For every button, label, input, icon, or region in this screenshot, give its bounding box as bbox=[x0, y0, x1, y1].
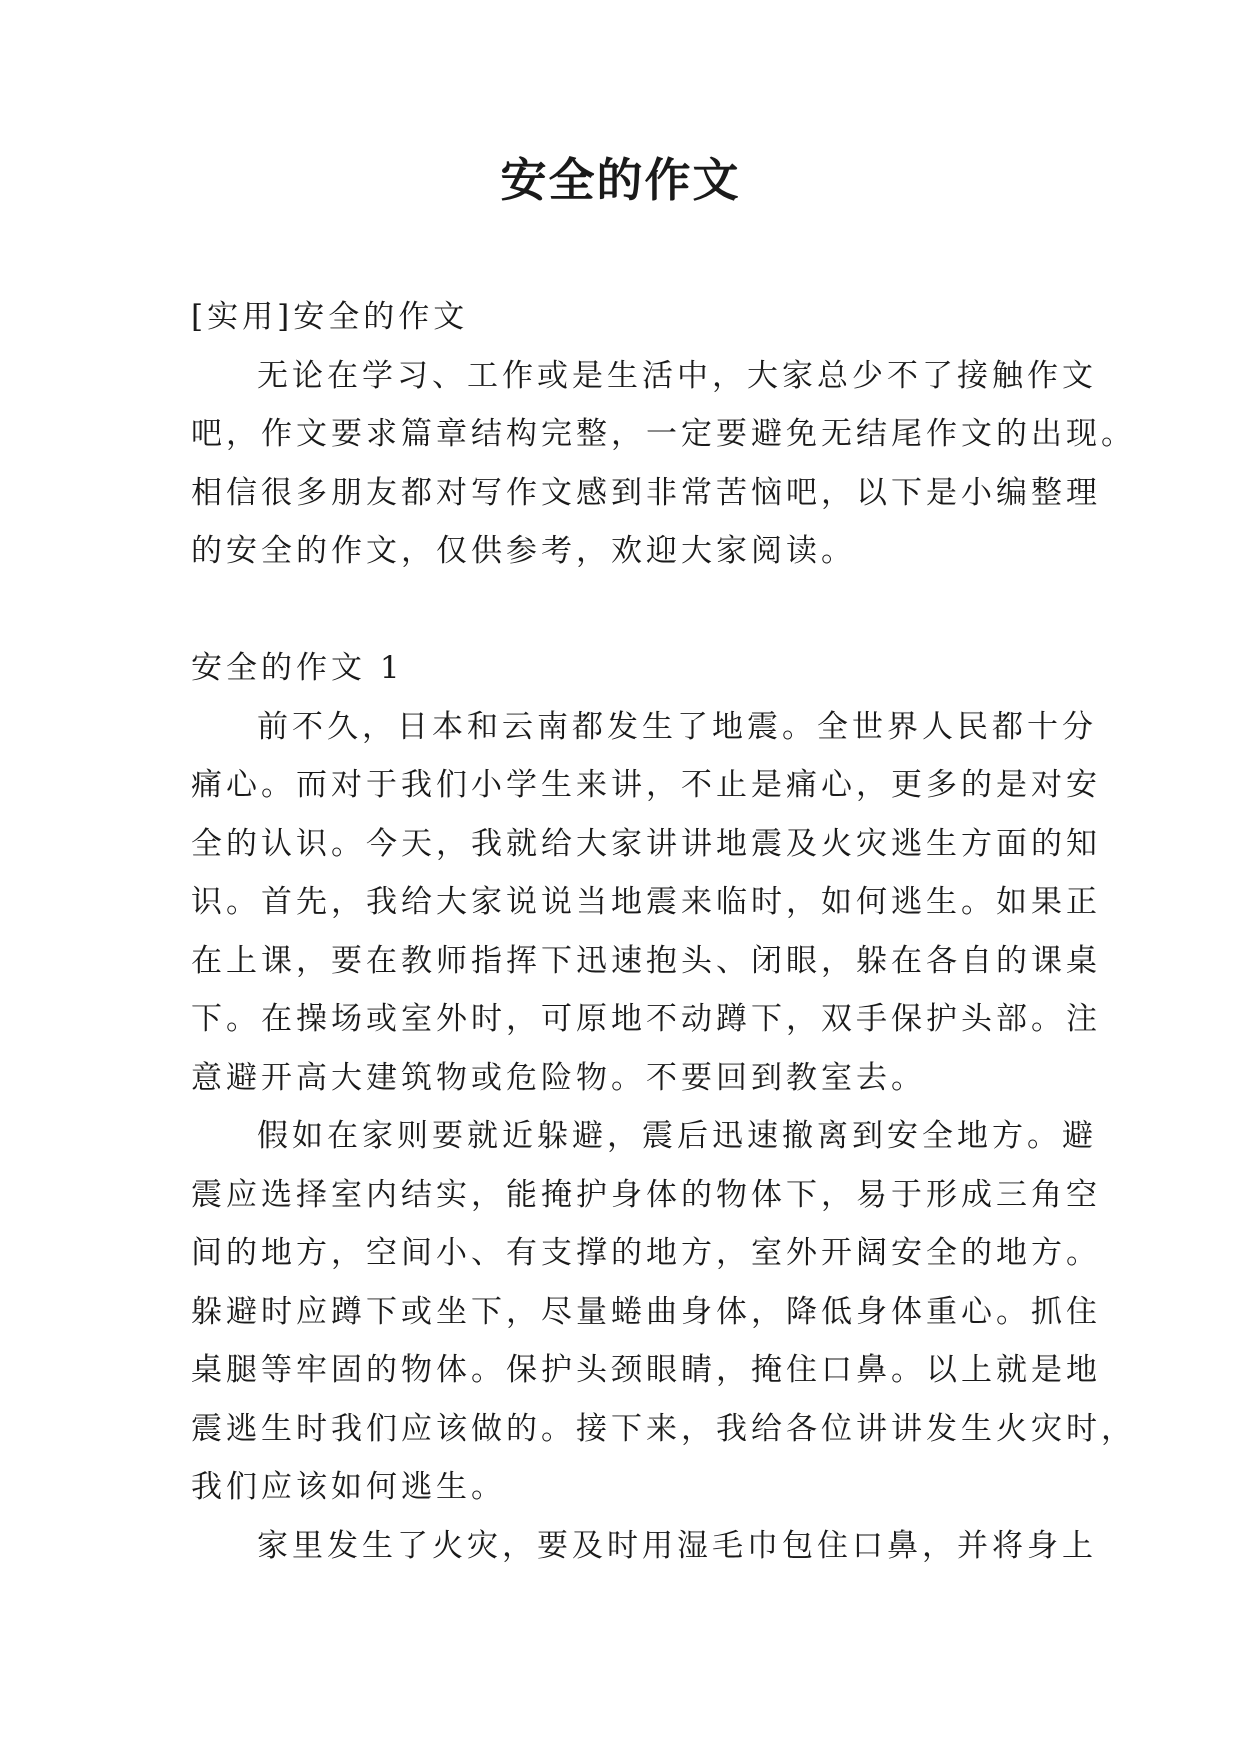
text-line: 无论在学习、工作或是生活中，大家总少不了接触作文 bbox=[257, 357, 1097, 394]
text-line: 相信很多朋友都对写作文感到非常苦恼吧，以下是小编整理 bbox=[191, 474, 1101, 511]
text-line: 假如在家则要就近躲避，震后迅速撤离到安全地方。避 bbox=[257, 1118, 1097, 1154]
text-line: 的安全的作文，仅供参考，欢迎大家阅读。 bbox=[191, 533, 856, 569]
document-title: 安全的作文 bbox=[500, 153, 741, 207]
text-line: 吧，作文要求篇章结构完整，一定要避免无结尾作文的出现。 bbox=[191, 416, 1136, 452]
text-line: 安全的作文 1 bbox=[191, 650, 404, 686]
text-line: 我们应该如何逃生。 bbox=[191, 1469, 506, 1505]
text-line: 识。首先，我给大家说说当地震来临时，如何逃生。如果正 bbox=[191, 884, 1101, 920]
text-line: 下。在操场或室外时，可原地不动蹲下，双手保护头部。注 bbox=[191, 1001, 1101, 1037]
text-line: 桌腿等牢固的物体。保护头颈眼睛，掩住口鼻。以上就是地 bbox=[191, 1352, 1101, 1388]
text-line: 震逃生时我们应该做的。接下来，我给各位讲讲发生火灾时， bbox=[191, 1410, 1136, 1447]
text-line: 前不久，日本和云南都发生了地震。全世界人民都十分 bbox=[257, 708, 1097, 745]
text-line: 意避开高大建筑物或危险物。不要回到教室去。 bbox=[191, 1059, 926, 1096]
text-line: 在上课，要在教师指挥下迅速抱头、闭眼，躲在各自的课桌 bbox=[191, 942, 1101, 979]
text-line: 躲避时应蹲下或坐下，尽量蜷曲身体，降低身体重心。抓住 bbox=[191, 1293, 1101, 1330]
text-line: 全的认识。今天，我就给大家讲讲地震及火灾逃生方面的知 bbox=[191, 825, 1101, 862]
paragraph-gap bbox=[191, 581, 1071, 640]
document-body bbox=[191, 288, 1136, 1575]
text-line: [实用]安全的作文 bbox=[191, 299, 469, 335]
text-line: 家里发生了火灾，要及时用湿毛巾包住口鼻，并将身上 bbox=[257, 1527, 1097, 1564]
text-line: 震应选择室内结实，能掩护身体的物体下，易于形成三角空 bbox=[191, 1176, 1101, 1213]
text-line: 痛心。而对于我们小学生来讲，不止是痛心，更多的是对安 bbox=[191, 767, 1101, 803]
text-line: 间的地方，空间小、有支撑的地方，室外开阔安全的地方。 bbox=[191, 1235, 1101, 1271]
